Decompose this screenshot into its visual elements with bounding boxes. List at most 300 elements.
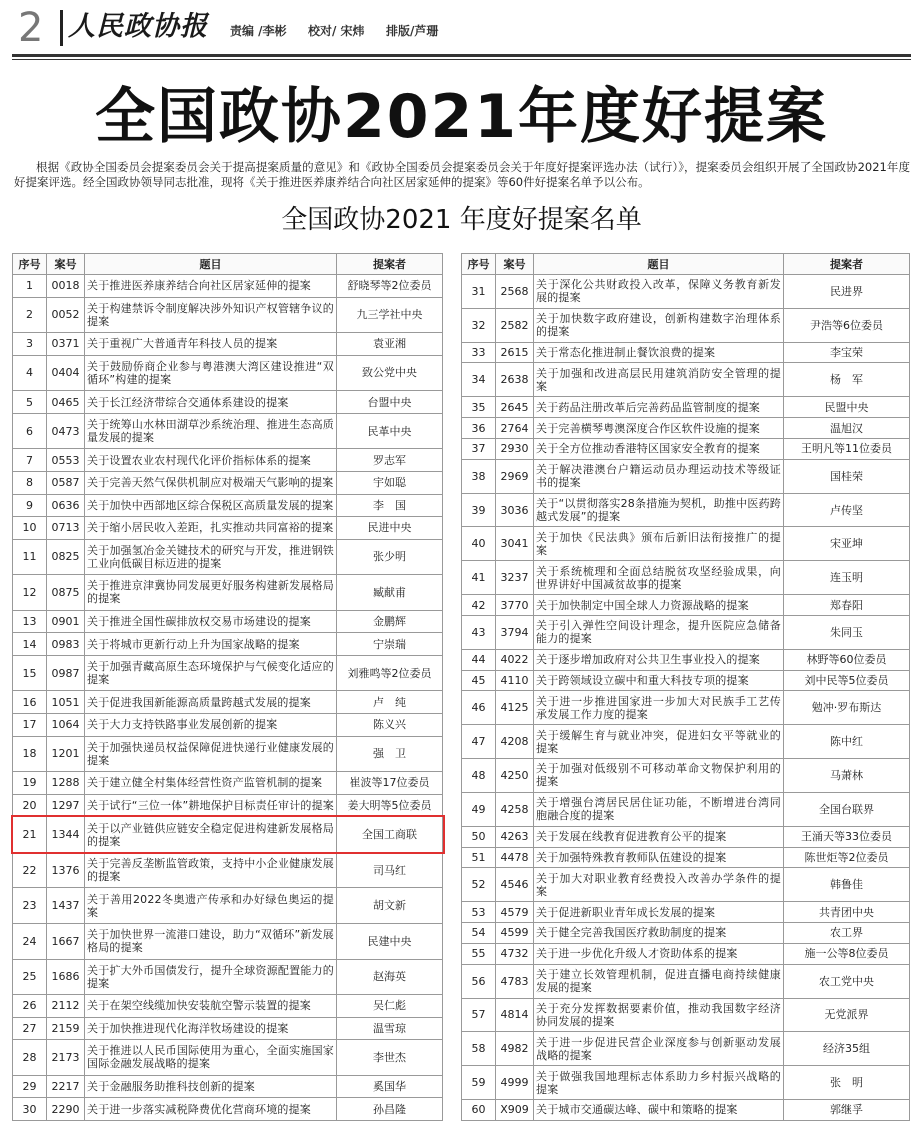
proofreader-credit: 校对/ 宋炜 (308, 24, 365, 38)
cell-topic: 关于进一步推进国家进一步加大对民族手工艺传承发展工作力度的提案 (534, 691, 784, 725)
cell-no: 31 (462, 275, 496, 309)
cell-proposer: 王涌天等33位委员 (784, 826, 910, 847)
cell-topic: 关于加强和改进高层民用建筑消防安全管理的提案 (534, 363, 784, 397)
table-row (462, 759, 910, 793)
cell-no: 58 (462, 1032, 496, 1066)
cell-case: 1376 (47, 852, 85, 888)
cell-no: 8 (13, 471, 47, 494)
table-row (13, 794, 443, 817)
cell-proposer: 赵海英 (337, 959, 443, 995)
cell-case: 1064 (47, 714, 85, 737)
cell-no: 40 (462, 527, 496, 561)
cell-topic: 关于在架空线缆加快安装航空警示装置的提案 (85, 995, 337, 1018)
cell-proposer: 民革中央 (337, 413, 443, 449)
header-rule-thin (12, 59, 911, 60)
cell-case: 2969 (496, 459, 534, 493)
cell-case: 0018 (47, 275, 85, 298)
cell-proposer: 马萧林 (784, 759, 910, 793)
table-row (13, 995, 443, 1018)
cell-no: 48 (462, 759, 496, 793)
cell-no: 11 (13, 539, 47, 575)
table-header-row (462, 254, 910, 275)
article-title: 全国政协2021年度好提案 (95, 82, 828, 152)
cell-no: 5 (13, 391, 47, 414)
cell-no: 52 (462, 868, 496, 902)
cell-proposer: 民建中央 (337, 923, 443, 959)
cell-topic: 关于加快数字政府建设，创新构建数字治理体系的提案 (534, 308, 784, 342)
proposal-table-left (12, 253, 443, 1121)
table-row (13, 275, 443, 298)
cell-proposer: 李世杰 (337, 1040, 443, 1076)
cell-no: 36 (462, 418, 496, 439)
table-row (462, 527, 910, 561)
table-row (462, 923, 910, 944)
cell-proposer: 司马红 (337, 852, 443, 888)
cell-no: 50 (462, 826, 496, 847)
cell-topic: 关于以产业链供应链安全稳定促进构建新发展格局的提案 (85, 817, 337, 853)
cell-case: 2764 (496, 418, 534, 439)
cell-case: 1288 (47, 772, 85, 795)
cell-proposer: 韩鲁佳 (784, 868, 910, 902)
cell-topic: 关于城市交通碳达峰、碳中和策略的提案 (534, 1100, 784, 1121)
cell-topic: 关于加强氢冶金关键技术的研究与开发，推进钢铁工业向低碳目标迈进的提案 (85, 539, 337, 575)
cell-topic: 关于推进以人民币国际使用为重心，全面实施国家国际金融发展战略的提案 (85, 1040, 337, 1076)
cell-no: 39 (462, 493, 496, 527)
cell-no: 2 (13, 297, 47, 333)
table-row (462, 275, 910, 309)
table-row (462, 459, 910, 493)
cell-proposer: 农工党中央 (784, 964, 910, 998)
cell-proposer: 陈中红 (784, 725, 910, 759)
cell-topic: 关于健全完善我国医疗救助制度的提案 (534, 923, 784, 944)
cell-case: 4999 (496, 1066, 534, 1100)
cell-proposer: 刘中民等5位委员 (784, 670, 910, 691)
cell-proposer: 李宝荣 (784, 342, 910, 363)
cell-topic: 关于加强青藏高原生态环境保护与气候变化适应的提案 (85, 655, 337, 691)
table-row (13, 610, 443, 633)
cell-topic: 关于加强特殊教育教师队伍建设的提案 (534, 847, 784, 868)
article-intro: 根据《政协全国委员会提案委员会关于提高提案质量的意见》和《政协全国委员会提案委员会关于年度好提案评选办法（试行）》，提案委员会组织开展了全国政协2021年度好提案评选。经全国政协领导同志批准，现将《关于推进医养康养结合向社区居家延伸的提案》等60件好提案名单予以公布。 (14, 160, 910, 189)
cell-no: 22 (13, 852, 47, 888)
cell-case: 4250 (496, 759, 534, 793)
cell-case: 0636 (47, 494, 85, 517)
table-row (13, 1075, 443, 1098)
cell-case: 0371 (47, 333, 85, 356)
cell-no: 7 (13, 449, 47, 472)
cell-no: 51 (462, 847, 496, 868)
cell-no: 59 (462, 1066, 496, 1100)
cell-no: 23 (13, 888, 47, 924)
cell-case: X909 (496, 1100, 534, 1121)
cell-case: 0052 (47, 297, 85, 333)
cell-no: 29 (13, 1075, 47, 1098)
cell-proposer: 宇如聪 (337, 471, 443, 494)
table-row (13, 1098, 443, 1121)
cell-no: 41 (462, 561, 496, 595)
cell-proposer: 国桂荣 (784, 459, 910, 493)
cell-case: 2290 (47, 1098, 85, 1121)
table-row (13, 471, 443, 494)
cell-no: 13 (13, 610, 47, 633)
cell-topic: 关于解决港澳台户籍运动员办理运动技术等级证书的提案 (534, 459, 784, 493)
cell-topic: 关于引入弹性空间设计理念，提升医院应急储备能力的提案 (534, 615, 784, 649)
cell-topic: 关于加快中西部地区综合保税区高质量发展的提案 (85, 494, 337, 517)
cell-topic: 关于加强对低级别不可移动革命文物保护利用的提案 (534, 759, 784, 793)
table-row (13, 633, 443, 656)
cell-proposer: 卢传坚 (784, 493, 910, 527)
table-row (13, 297, 443, 333)
cell-no: 30 (13, 1098, 47, 1121)
cell-no: 33 (462, 342, 496, 363)
cell-no: 1 (13, 275, 47, 298)
cell-case: 0983 (47, 633, 85, 656)
cell-topic: 关于完善天然气保供机制应对极端天气影响的提案 (85, 471, 337, 494)
table-row (462, 691, 910, 725)
cell-no: 45 (462, 670, 496, 691)
table-row (462, 943, 910, 964)
table-row (462, 493, 910, 527)
highlight-box (11, 815, 445, 855)
table-row (13, 391, 443, 414)
cell-proposer: 农工界 (784, 923, 910, 944)
table-row (13, 539, 443, 575)
table-row (462, 670, 910, 691)
cell-topic: 关于扩大外币国债发行，提升全球资源配置能力的提案 (85, 959, 337, 995)
table-row (462, 595, 910, 616)
cell-case: 2568 (496, 275, 534, 309)
cell-no: 24 (13, 923, 47, 959)
cell-topic: 关于促进我国新能源高质量跨越式发展的提案 (85, 691, 337, 714)
cell-case: 0713 (47, 517, 85, 540)
cell-topic: 关于建立长效管理机制，促进直播电商持续健康发展的提案 (534, 964, 784, 998)
cell-case: 1297 (47, 794, 85, 817)
cell-no: 12 (13, 575, 47, 611)
cell-case: 2217 (47, 1075, 85, 1098)
cell-topic: 关于建立健全村集体经营性资产监管机制的提案 (85, 772, 337, 795)
table-row (462, 1066, 910, 1100)
cell-proposer: 无党派界 (784, 998, 910, 1032)
table-row (462, 561, 910, 595)
table-row (13, 852, 443, 888)
cell-topic: 关于统筹山水林田湖草沙系统治理、推进生态高质量发展的提案 (85, 413, 337, 449)
cell-proposer: 共青团中央 (784, 902, 910, 923)
cell-topic: 关于充分发挥数据要素价值，推动我国数字经济协同发展的提案 (534, 998, 784, 1032)
table-row (462, 792, 910, 826)
table-row (13, 714, 443, 737)
cell-proposer: 舒晓琴等2位委员 (337, 275, 443, 298)
cell-proposer: 臧献甫 (337, 575, 443, 611)
cell-case: 4125 (496, 691, 534, 725)
col-header-topic: 题目 (534, 254, 784, 275)
cell-case: 0901 (47, 610, 85, 633)
cell-topic: 关于系统梳理和全面总结脱贫攻坚经验成果，向世界讲好中国减贫故事的提案 (534, 561, 784, 595)
cell-no: 15 (13, 655, 47, 691)
cell-proposer: 经济35组 (784, 1032, 910, 1066)
cell-no: 4 (13, 355, 47, 391)
col-header-topic: 题目 (85, 254, 337, 275)
cell-no: 47 (462, 725, 496, 759)
cell-proposer: 刘雅鸣等2位委员 (337, 655, 443, 691)
cell-case: 3770 (496, 595, 534, 616)
table-row (13, 772, 443, 795)
cell-no: 27 (13, 1017, 47, 1040)
table-row (462, 1032, 910, 1066)
table-row (13, 655, 443, 691)
cell-case: 0825 (47, 539, 85, 575)
col-header-proposer: 提案者 (337, 254, 443, 275)
cell-proposer: 姜大明等5位委员 (337, 794, 443, 817)
cell-no: 42 (462, 595, 496, 616)
cell-case: 3036 (496, 493, 534, 527)
cell-topic: 关于促进新职业青年成长发展的提案 (534, 902, 784, 923)
cell-proposer: 民进中央 (337, 517, 443, 540)
table-row (13, 923, 443, 959)
cell-proposer: 张少明 (337, 539, 443, 575)
cell-case: 0587 (47, 471, 85, 494)
cell-no: 19 (13, 772, 47, 795)
cell-case: 2645 (496, 397, 534, 418)
cell-topic: 关于重视广大普通青年科技人员的提案 (85, 333, 337, 356)
cell-topic: 关于加快世界一流港口建设，助力“双循环”新发展格局的提案 (85, 923, 337, 959)
cell-topic: 关于构建禁诉令制度解决涉外知识产权管辖争议的提案 (85, 297, 337, 333)
cell-proposer: 尹浩等6位委员 (784, 308, 910, 342)
cell-topic: 关于加大对职业教育经费投入改善办学条件的提案 (534, 868, 784, 902)
cell-case: 1051 (47, 691, 85, 714)
cell-proposer: 连玉明 (784, 561, 910, 595)
cell-proposer: 民盟中央 (784, 397, 910, 418)
table-row (13, 1040, 443, 1076)
cell-proposer: 陈义兴 (337, 714, 443, 737)
cell-topic: 关于药品注册改革后完善药品监管制度的提案 (534, 397, 784, 418)
cell-case: 0875 (47, 575, 85, 611)
cell-topic: 关于金融服务助推科技创新的提案 (85, 1075, 337, 1098)
table-row (462, 418, 910, 439)
editor-credit: 责编 /李彬 (230, 24, 287, 38)
cell-case: 1344 (47, 817, 85, 853)
table-row (462, 964, 910, 998)
cell-topic: 关于跨领域设立碳中和重大科技专项的提案 (534, 670, 784, 691)
cell-proposer: 温雪琼 (337, 1017, 443, 1040)
cell-case: 4208 (496, 725, 534, 759)
col-header-proposer: 提案者 (784, 254, 910, 275)
cell-proposer: 宁崇瑞 (337, 633, 443, 656)
table-row (462, 902, 910, 923)
col-header-no: 序号 (462, 254, 496, 275)
table-row (13, 691, 443, 714)
cell-no: 28 (13, 1040, 47, 1076)
cell-proposer: 民进界 (784, 275, 910, 309)
cell-proposer: 朱同玉 (784, 615, 910, 649)
list-title: 全国政协2021 年度好提案名单 (281, 205, 642, 235)
table-row (13, 575, 443, 611)
cell-proposer: 陈世炬等2位委员 (784, 847, 910, 868)
cell-case: 4263 (496, 826, 534, 847)
col-header-case: 案号 (496, 254, 534, 275)
cell-topic: 关于做强我国地理标志体系助力乡村振兴战略的提案 (534, 1066, 784, 1100)
table-row (462, 1100, 910, 1121)
cell-no: 35 (462, 397, 496, 418)
cell-case: 3041 (496, 527, 534, 561)
cell-case: 4732 (496, 943, 534, 964)
cell-topic: 关于大力支持铁路事业发展创新的提案 (85, 714, 337, 737)
cell-no: 10 (13, 517, 47, 540)
cell-proposer: 宋亚坤 (784, 527, 910, 561)
cell-topic: 关于进一步促进民营企业深度参与创新驱动发展战略的提案 (534, 1032, 784, 1066)
header-rule (12, 54, 911, 57)
cell-proposer: 卢 纯 (337, 691, 443, 714)
cell-topic: 关于逐步增加政府对公共卫生事业投入的提案 (534, 649, 784, 670)
cell-topic: 关于“以贯彻落实28条措施为契机，助推中医药跨越式发展”的提案 (534, 493, 784, 527)
cell-proposer: 杨 军 (784, 363, 910, 397)
cell-topic: 关于长江经济带综合交通体系建设的提案 (85, 391, 337, 414)
cell-case: 0473 (47, 413, 85, 449)
table-row (13, 888, 443, 924)
cell-topic: 关于鼓励侨商企业参与粤港澳大湾区建设推进“双循环”构建的提案 (85, 355, 337, 391)
cell-no: 53 (462, 902, 496, 923)
cell-case: 4599 (496, 923, 534, 944)
cell-proposer: 强 卫 (337, 736, 443, 772)
table-row (13, 333, 443, 356)
table-row (13, 494, 443, 517)
cell-no: 60 (462, 1100, 496, 1121)
cell-topic: 关于试行“三位一体”耕地保护目标责任审计的提案 (85, 794, 337, 817)
cell-topic: 关于进一步落实减税降费优化营商环境的提案 (85, 1098, 337, 1121)
cell-case: 4546 (496, 868, 534, 902)
cell-no: 3 (13, 333, 47, 356)
cell-proposer: 李 国 (337, 494, 443, 517)
cell-no: 18 (13, 736, 47, 772)
cell-case: 4982 (496, 1032, 534, 1066)
page-header (0, 0, 923, 58)
cell-proposer: 台盟中央 (337, 391, 443, 414)
cell-no: 54 (462, 923, 496, 944)
cell-case: 4478 (496, 847, 534, 868)
cell-no: 46 (462, 691, 496, 725)
cell-case: 4579 (496, 902, 534, 923)
cell-no: 16 (13, 691, 47, 714)
cell-case: 2615 (496, 342, 534, 363)
cell-case: 1201 (47, 736, 85, 772)
cell-no: 25 (13, 959, 47, 995)
cell-case: 4110 (496, 670, 534, 691)
table-row (462, 826, 910, 847)
cell-no: 43 (462, 615, 496, 649)
cell-case: 0987 (47, 655, 85, 691)
table-row (13, 517, 443, 540)
cell-case: 4814 (496, 998, 534, 1032)
cell-topic: 关于加快制定中国全球人力资源战略的提案 (534, 595, 784, 616)
cell-proposer: 全国台联界 (784, 792, 910, 826)
cell-no: 20 (13, 794, 47, 817)
cell-case: 0404 (47, 355, 85, 391)
cell-proposer: 张 明 (784, 1066, 910, 1100)
cell-topic: 关于缩小居民收入差距，扎实推动共同富裕的提案 (85, 517, 337, 540)
cell-proposer: 孙昌隆 (337, 1098, 443, 1121)
cell-case: 1686 (47, 959, 85, 995)
table-header-row (13, 254, 443, 275)
cell-no: 21 (13, 817, 47, 853)
table-row (462, 308, 910, 342)
cell-no: 9 (13, 494, 47, 517)
cell-proposer: 勉冲·罗布斯达 (784, 691, 910, 725)
table-row (462, 725, 910, 759)
cell-case: 2159 (47, 1017, 85, 1040)
cell-case: 2582 (496, 308, 534, 342)
cell-topic: 关于设置农业农村现代化评价指标体系的提案 (85, 449, 337, 472)
table-row (13, 959, 443, 995)
cell-topic: 关于完善反垄断监管政策，支持中小企业健康发展的提案 (85, 852, 337, 888)
cell-proposer: 崔波等17位委员 (337, 772, 443, 795)
header-divider (60, 10, 63, 46)
cell-no: 14 (13, 633, 47, 656)
newspaper-logo: 人民政协报 (68, 11, 208, 42)
layout-credit: 排版/芦珊 (386, 24, 439, 38)
cell-proposer: 全国工商联 (337, 817, 443, 853)
cell-topic: 关于缓解生育与就业冲突，促进妇女平等就业的提案 (534, 725, 784, 759)
cell-case: 4783 (496, 964, 534, 998)
cell-proposer: 王明凡等11位委员 (784, 438, 910, 459)
cell-case: 4258 (496, 792, 534, 826)
cell-topic: 关于推进全国性碳排放权交易市场建设的提案 (85, 610, 337, 633)
cell-proposer: 郭继孚 (784, 1100, 910, 1121)
cell-topic: 关于加快推进现代化海洋牧场建设的提案 (85, 1017, 337, 1040)
cell-topic: 关于全方位推动香港特区国家安全教育的提案 (534, 438, 784, 459)
col-header-case: 案号 (47, 254, 85, 275)
cell-proposer: 奚国华 (337, 1075, 443, 1098)
cell-case: 0553 (47, 449, 85, 472)
cell-proposer: 金鹏辉 (337, 610, 443, 633)
cell-case: 3237 (496, 561, 534, 595)
table-row (462, 363, 910, 397)
cell-no: 55 (462, 943, 496, 964)
table-row (462, 649, 910, 670)
proposal-table-right (461, 253, 910, 1121)
col-header-no: 序号 (13, 254, 47, 275)
cell-no: 17 (13, 714, 47, 737)
table-row (462, 868, 910, 902)
table-row (13, 736, 443, 772)
table-row (13, 1017, 443, 1040)
cell-topic: 关于推进京津冀协同发展更好服务构建新发展格局的提案 (85, 575, 337, 611)
cell-case: 0465 (47, 391, 85, 414)
cell-topic: 关于加快《民法典》颁布后新旧法衔接推广的提案 (534, 527, 784, 561)
cell-proposer: 胡文新 (337, 888, 443, 924)
table-row (13, 413, 443, 449)
table-row (13, 449, 443, 472)
cell-case: 2638 (496, 363, 534, 397)
cell-no: 26 (13, 995, 47, 1018)
cell-proposer: 袁亚湘 (337, 333, 443, 356)
cell-topic: 关于善用2022冬奥遗产传承和办好绿色奥运的提案 (85, 888, 337, 924)
cell-no: 38 (462, 459, 496, 493)
table-row (462, 615, 910, 649)
cell-topic: 关于增强台湾居民居住证功能，不断增进台湾同胞融合度的提案 (534, 792, 784, 826)
cell-no: 32 (462, 308, 496, 342)
cell-topic: 关于将城市更新行动上升为国家战略的提案 (85, 633, 337, 656)
cell-no: 34 (462, 363, 496, 397)
cell-proposer: 致公党中央 (337, 355, 443, 391)
table-row (462, 397, 910, 418)
cell-topic: 关于推进医养康养结合向社区居家延伸的提案 (85, 275, 337, 298)
cell-proposer: 郑春阳 (784, 595, 910, 616)
cell-case: 3794 (496, 615, 534, 649)
cell-proposer: 吴仁彪 (337, 995, 443, 1018)
cell-topic: 关于深化公共财政投入改革，保障义务教育新发展的提案 (534, 275, 784, 309)
cell-case: 2173 (47, 1040, 85, 1076)
cell-topic: 关于进一步优化升级人才资助体系的提案 (534, 943, 784, 964)
table-row (462, 847, 910, 868)
table-row (462, 998, 910, 1032)
